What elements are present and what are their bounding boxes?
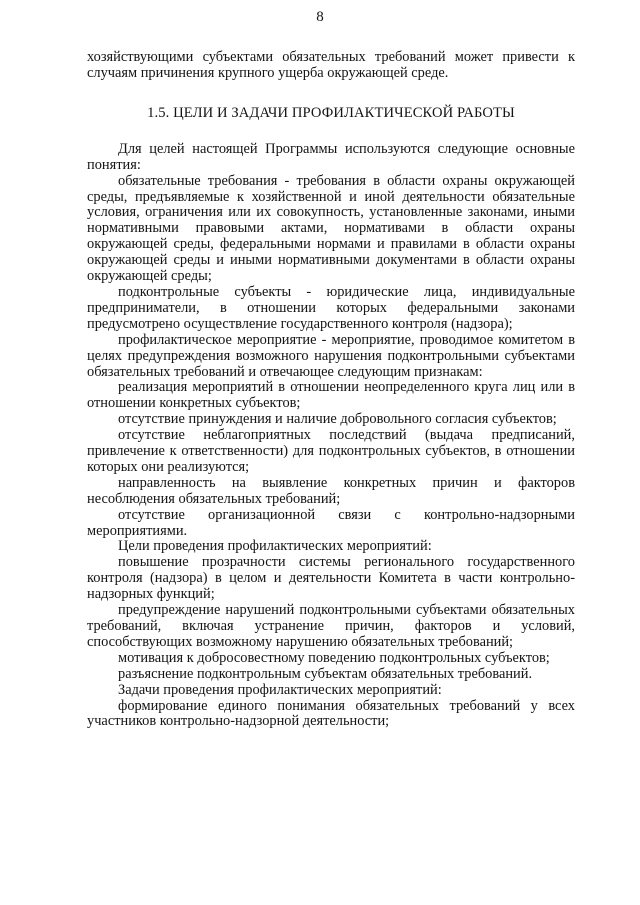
paragraph-feature-5: отсутствие организационной связи с контрольно-надзорными мероприятиями. — [87, 506, 575, 539]
paragraph-preventive-measure: профилактическое мероприятие - мероприятие, проводимое комитетом в целях предупреждения возможного нарушения подконтрольными субъектами обязательных требований и отвечающее следующим признакам: — [87, 331, 575, 380]
paragraph-feature-4: направленность на выявление конкретных причин и факторов несоблюдения обязательных требований; — [87, 474, 575, 507]
paragraph-tasks-heading: Задачи проведения профилактических мероприятий: — [118, 681, 442, 698]
paragraph-definitions-intro: Для целей настоящей Программы используются следующие основные понятия: — [87, 140, 575, 173]
paragraph-goals-heading: Цели проведения профилактических мероприятий: — [118, 538, 432, 555]
paragraph-goal-4: разъяснение подконтрольным субъектам обязательных требований. — [118, 665, 533, 682]
section-heading: 1.5. ЦЕЛИ И ЗАДАЧИ ПРОФИЛАКТИЧЕСКОЙ РАБОТЫ — [147, 104, 515, 121]
paragraph-mandatory-requirements: обязательные требования - требования в области охраны окружающей среды, предъявляемые к хозяйственной и иной деятельности обязательные условия, ограничения или их совокупность, установленные законами, иными нормативными правовыми актами, нормативами в области охраны окружающей среды, федеральными нормами и правилами в области охраны окружающей среды и иными нормативными документами в области охраны окружающей среды; — [87, 172, 575, 285]
paragraph-feature-1: реализация мероприятий в отношении неопределенного круга лиц или в отношении конкретных субъектов; — [87, 379, 575, 412]
paragraph-goal-3: мотивация к добросовестному поведению подконтрольных субъектов; — [118, 649, 550, 666]
intro-continuation: хозяйствующими субъектами обязательных требований может привести к случаям причинения крупного ущерба окружающей среде. — [87, 49, 575, 81]
page-number: 8 — [316, 9, 324, 25]
paragraph-task-1: формирование единого понимания обязательных требований у всех участников контрольно-надзорной деятельности; — [87, 697, 575, 730]
document-body — [87, 50, 575, 730]
paragraph-goal-2: предупреждение нарушений подконтрольными субъектами обязательных требований, включая устранение причин, факторов и условий, способствующих возможному нарушению обязательных требований; — [87, 602, 575, 650]
paragraph-controlled-subjects: подконтрольные субъекты - юридические лица, индивидуальные предприниматели, в отношении которых федеральными законами предусмотрено осуществление государственного контроля (надзора); — [87, 283, 575, 332]
paragraph-goal-1: повышение прозрачности системы регионального государственного контроля (надзора) в целом и деятельности Комитета в части контрольно-надзорных функций; — [87, 554, 575, 603]
paragraph-feature-3: отсутствие неблагоприятных последствий (выдача предписаний, привлечение к ответственности) для подконтрольных субъектов, в отношении которых они реализуются; — [87, 427, 575, 475]
paragraph-feature-2: отсутствие принуждения и наличие добровольного согласия субъектов; — [118, 411, 557, 428]
